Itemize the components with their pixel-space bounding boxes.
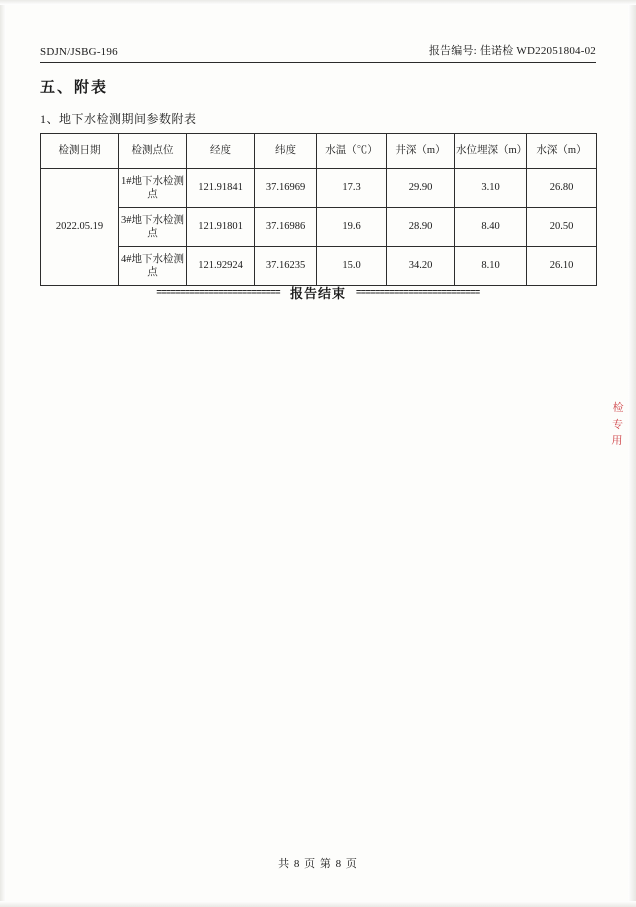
section-subtitle: 1、地下水检测期间参数附表 [40,112,197,126]
report-end-mark [40,283,596,302]
end-rule-left: ========================== [156,287,280,297]
page-edge-left [0,0,6,907]
seal-char-1: 检 [612,401,624,415]
cell-water-depth-3: 20.50 [527,208,597,247]
end-text: 报告结束 [289,286,346,301]
end-rule-right: ========================== [356,287,480,297]
cell-water-depth-4: 26.10 [527,247,597,286]
page-header [40,42,596,58]
page-edge-top [0,0,636,5]
report-number-value: 佳诺检 WD22051804-02 [479,45,596,57]
table-header-row [41,134,597,169]
column-header-latitude: 纬度 [255,134,317,169]
header-divider [40,62,596,63]
cell-water-temp-4: 15.0 [317,247,387,286]
column-header-date: 检测日期 [41,134,119,169]
cell-detection-date: 2022.05.19 [41,169,119,286]
report-number [429,42,596,58]
page-edge-bottom [0,901,636,907]
cell-water-depth-1: 26.80 [527,169,597,208]
column-header-water-depth: 水深（m） [527,134,597,169]
cell-longitude-1: 121.91841 [187,169,255,208]
column-header-water-level-depth: 水位埋深（m） [455,134,527,169]
cell-well-depth-1: 29.90 [387,169,455,208]
cell-water-level-depth-1: 3.10 [455,169,527,208]
table-row [41,247,597,286]
cell-longitude-3: 121.91801 [187,208,255,247]
cell-latitude-1: 37.16969 [255,169,317,208]
cell-water-level-depth-3: 8.40 [455,208,527,247]
cell-latitude-3: 37.16986 [255,208,317,247]
cell-well-depth-4: 34.20 [387,247,455,286]
cell-latitude-4: 37.16235 [255,247,317,286]
section-title: 五、附表 [40,80,109,96]
table-row [41,208,597,247]
red-seal-fragment [605,400,630,481]
page-footer: 共 8 页 第 8 页 [278,858,358,870]
report-number-label: 报告编号: [428,45,477,57]
cell-water-temp-1: 17.3 [317,169,387,208]
column-header-point: 检测点位 [119,134,187,169]
seal-char-3: 用 [611,434,623,448]
column-header-longitude: 经度 [187,134,255,169]
cell-well-depth-3: 28.90 [387,208,455,247]
cell-water-level-depth-4: 8.10 [455,247,527,286]
document-code: SDJN/JSBG-196 [40,46,118,58]
cell-point-4: 4#地下水检测点 [119,247,187,286]
column-header-well-depth: 井深（m） [387,134,455,169]
table-row [41,169,597,208]
cell-point-3: 3#地下水检测点 [119,208,187,247]
groundwater-parameter-table [40,133,597,286]
page-edge-right [628,0,636,907]
cell-longitude-4: 121.92924 [187,247,255,286]
column-header-water-temp: 水温（℃） [317,134,387,169]
cell-water-temp-3: 19.6 [317,208,387,247]
seal-char-2: 专 [611,418,624,431]
cell-point-1: 1#地下水检测点 [119,169,187,208]
